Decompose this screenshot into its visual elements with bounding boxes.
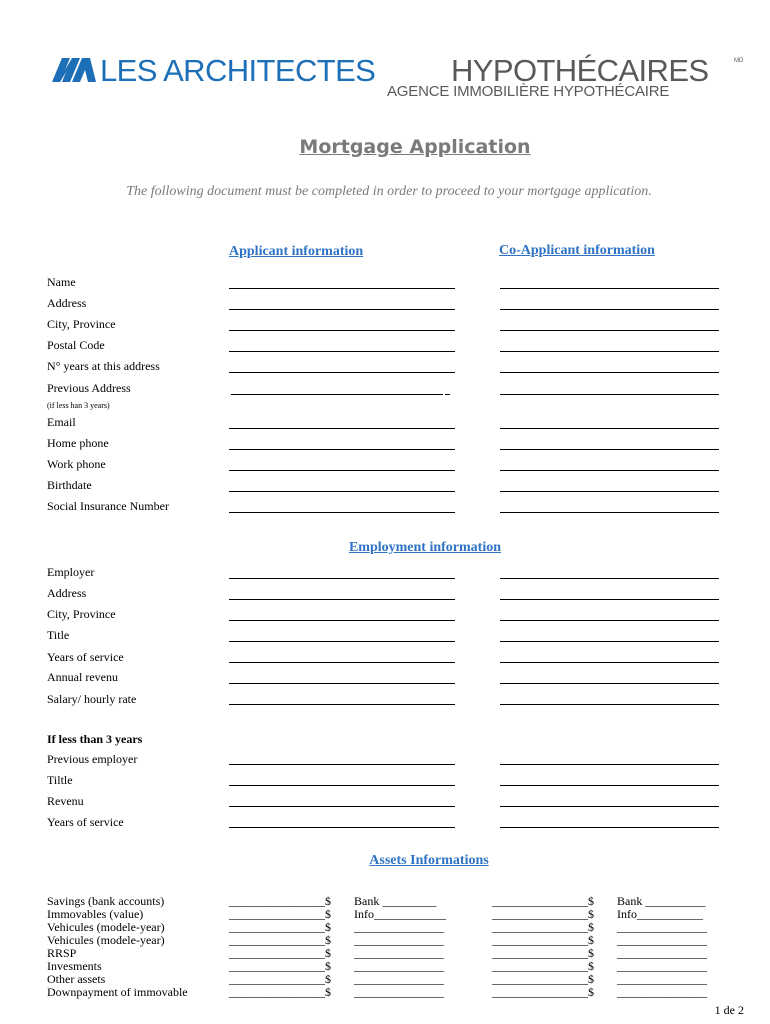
co-asset-amount-field[interactable]: ________________$ (492, 985, 594, 999)
co-asset-amount-field[interactable]: ________________$ (492, 959, 594, 973)
asset-detail-field[interactable]: Bank _________ (354, 894, 437, 908)
co-applicant-field-line[interactable] (500, 428, 719, 429)
label-previous-years-of-service: Years of service (47, 815, 124, 829)
label-years-at-address: N° years at this address (47, 359, 160, 373)
co-asset-amount-field[interactable]: ________________$ (492, 920, 594, 934)
co-asset-amount-field[interactable]: ________________$ (492, 894, 594, 908)
co-asset-detail-field[interactable]: _______________ (617, 920, 707, 934)
label-postal-code: Postal Code (47, 338, 105, 352)
asset-amount-field[interactable]: ________________$ (229, 972, 331, 986)
applicant-field-line[interactable] (229, 827, 455, 828)
asset-detail-field[interactable]: _______________ (354, 946, 444, 960)
applicant-field-line[interactable] (229, 662, 455, 663)
label-employer-city: City, Province (47, 607, 116, 621)
co-applicant-field-line[interactable] (500, 394, 719, 395)
applicant-field-line[interactable] (229, 785, 455, 786)
asset-detail-field[interactable]: _______________ (354, 933, 444, 947)
company-logo (52, 53, 744, 102)
label-previous-address: Previous Address (47, 381, 131, 395)
co-asset-detail-field[interactable]: _______________ (617, 946, 707, 960)
asset-label: RRSP (47, 946, 77, 960)
applicant-field-line-tail (445, 394, 450, 395)
co-asset-detail-field[interactable]: _______________ (617, 972, 707, 986)
label-work-phone: Work phone (47, 457, 106, 471)
asset-detail-field[interactable]: _______________ (354, 972, 444, 986)
co-asset-detail-field[interactable]: _______________ (617, 959, 707, 973)
label-previous-employer: Previous employer (47, 752, 138, 766)
asset-detail-field[interactable]: Info____________ (354, 907, 446, 921)
co-applicant-field-line[interactable] (500, 449, 719, 450)
co-applicant-field-line[interactable] (500, 372, 719, 373)
label-less-than-3-years: If less than 3 years (47, 732, 143, 746)
label-employer-address: Address (47, 586, 87, 600)
asset-label: Vehicules (modele-year) (47, 933, 165, 947)
asset-detail-field[interactable]: _______________ (354, 985, 444, 999)
co-applicant-field-line[interactable] (500, 578, 719, 579)
co-applicant-field-line[interactable] (500, 491, 719, 492)
co-applicant-field-line[interactable] (500, 599, 719, 600)
asset-label: Savings (bank accounts) (47, 894, 165, 908)
co-applicant-field-line[interactable] (500, 351, 719, 352)
applicant-heading: Applicant information (229, 244, 364, 259)
co-applicant-field-line[interactable] (500, 827, 719, 828)
asset-detail-field[interactable]: _______________ (354, 920, 444, 934)
label-previous-revenu: Revenu (47, 794, 84, 808)
co-applicant-field-line[interactable] (500, 704, 719, 705)
label-employer: Employer (47, 565, 95, 579)
label-home-phone: Home phone (47, 436, 109, 450)
logo-brand-part1: LES ARCHITECTES (100, 53, 376, 88)
co-applicant-field-line[interactable] (500, 620, 719, 621)
asset-detail-field[interactable]: _______________ (354, 959, 444, 973)
co-asset-amount-field[interactable]: ________________$ (492, 946, 594, 960)
co-asset-amount-field[interactable]: ________________$ (492, 933, 594, 947)
page-number: 1 de 2 (714, 1003, 744, 1017)
asset-amount-field[interactable]: ________________$ (229, 959, 331, 973)
applicant-field-line[interactable] (229, 641, 455, 642)
co-applicant-field-line[interactable] (500, 764, 719, 765)
applicant-field-line[interactable] (229, 428, 455, 429)
intro-text: The following document must be completed in order to proceed to your mortgage application. (126, 184, 652, 199)
co-applicant-field-line[interactable] (500, 470, 719, 471)
co-asset-amount-field[interactable]: ________________$ (492, 972, 594, 986)
applicant-field-line[interactable] (229, 470, 455, 471)
co-applicant-heading: Co-Applicant information (499, 243, 655, 258)
label-email: Email (47, 415, 76, 429)
applicant-field-line[interactable] (229, 620, 455, 621)
co-applicant-field-line[interactable] (500, 683, 719, 684)
asset-label: Downpayment of immovable (47, 985, 188, 999)
page-title: Mortgage Application (299, 136, 531, 158)
label-salary: Salary/ hourly rate (47, 692, 137, 706)
label-years-of-service: Years of service (47, 650, 124, 664)
logo-mark-icon (52, 58, 96, 82)
applicant-field-line[interactable] (229, 372, 455, 373)
co-asset-detail-field[interactable]: _______________ (617, 933, 707, 947)
applicant-field-line[interactable] (229, 351, 455, 352)
label-address: Address (47, 296, 87, 310)
co-asset-detail-field[interactable]: Bank __________ (617, 894, 706, 908)
employment-heading: Employment information (348, 540, 502, 555)
co-applicant-field-line[interactable] (500, 330, 719, 331)
asset-amount-field[interactable]: ________________$ (229, 985, 331, 999)
applicant-field-line[interactable] (229, 764, 455, 765)
logo-brand-part2: HYPOTHÉCAIRES (451, 53, 709, 88)
applicant-field-line[interactable] (229, 449, 455, 450)
applicant-field-line[interactable] (229, 578, 455, 579)
co-applicant-field-line[interactable] (500, 806, 719, 807)
applicant-field-line[interactable] (229, 683, 455, 684)
label-city-province: City, Province (47, 317, 116, 331)
label-previous-address-note: (if less han 3 years) (47, 401, 110, 410)
asset-label: Immovables (value) (47, 907, 144, 921)
applicant-field-line[interactable] (229, 512, 455, 513)
co-applicant-field-line[interactable] (500, 662, 719, 663)
co-asset-detail-field[interactable]: _______________ (617, 985, 707, 999)
applicant-field-line[interactable] (229, 599, 455, 600)
co-applicant-field-line[interactable] (500, 785, 719, 786)
applicant-field-line[interactable] (229, 806, 455, 807)
co-applicant-field-line[interactable] (500, 641, 719, 642)
label-sin: Social Insurance Number (47, 499, 169, 513)
label-name: Name (47, 275, 76, 289)
applicant-field-line[interactable] (231, 394, 443, 395)
asset-amount-field[interactable]: ________________$ (229, 946, 331, 960)
asset-amount-field[interactable]: ________________$ (229, 920, 331, 934)
asset-label: Invesments (47, 959, 102, 973)
co-asset-amount-field[interactable]: ________________$ (492, 907, 594, 921)
co-asset-detail-field[interactable]: Info___________ (617, 907, 703, 921)
asset-amount-field[interactable]: ________________$ (229, 907, 331, 921)
logo-subtitle: AGENCE IMMOBILIÈRE HYPOTHÉCAIRE (387, 83, 670, 100)
asset-label: Vehicules (modele-year) (47, 920, 165, 934)
logo-registered-mark: MD (734, 58, 744, 64)
asset-amount-field[interactable]: ________________$ (229, 894, 331, 908)
label-job-title: Title (47, 628, 70, 642)
label-previous-title: Tiltle (47, 773, 73, 787)
asset-label: Other assets (47, 972, 106, 986)
applicant-field-line[interactable] (229, 491, 455, 492)
applicant-field-line[interactable] (229, 330, 455, 331)
co-applicant-field-line[interactable] (500, 309, 719, 310)
co-applicant-field-line[interactable] (500, 512, 719, 513)
label-annual-revenu: Annual revenu (47, 670, 118, 684)
co-applicant-field-line[interactable] (500, 288, 719, 289)
assets-heading: Assets Informations (369, 853, 489, 868)
applicant-field-line[interactable] (229, 288, 455, 289)
applicant-field-line[interactable] (229, 309, 455, 310)
asset-amount-field[interactable]: ________________$ (229, 933, 331, 947)
label-birthdate: Birthdate (47, 478, 92, 492)
applicant-field-line[interactable] (229, 704, 455, 705)
